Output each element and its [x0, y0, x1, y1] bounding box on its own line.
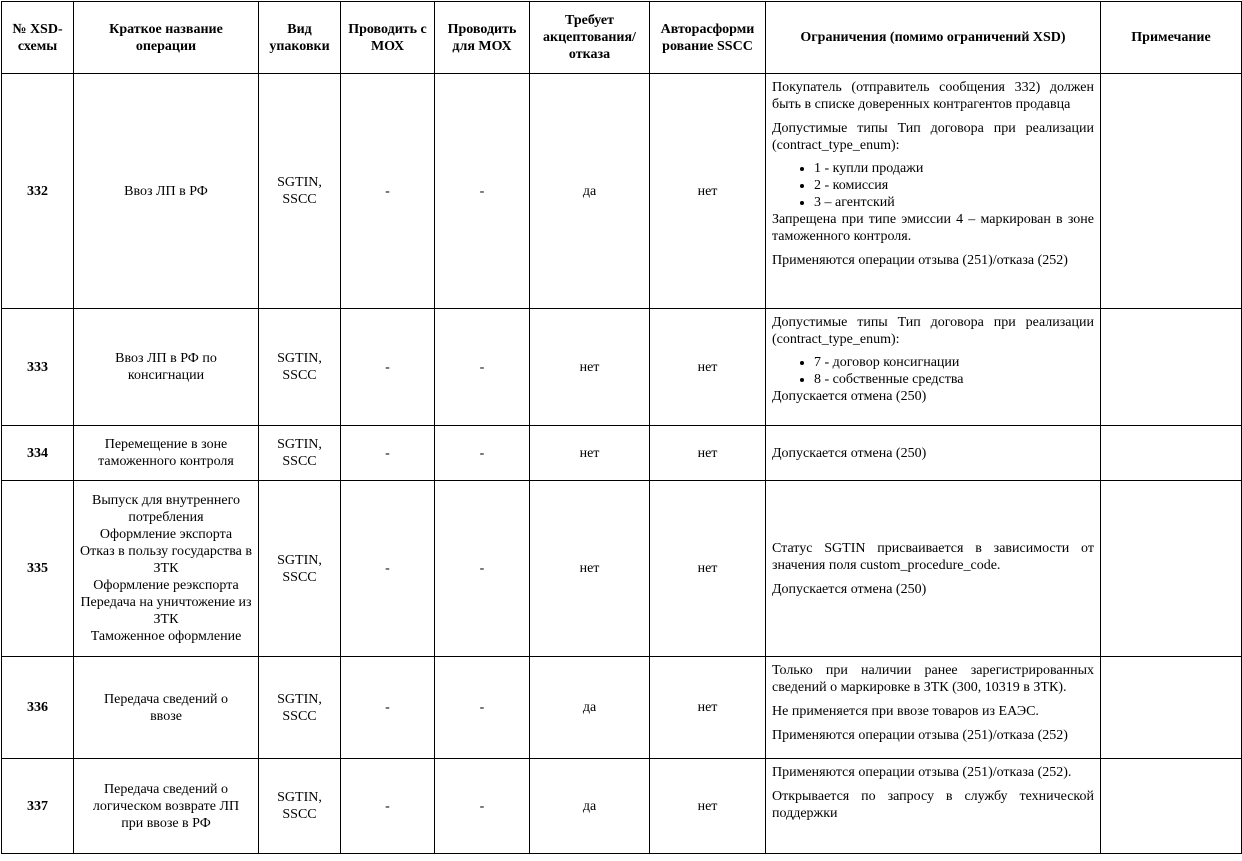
table-row-337	[2, 759, 1242, 854]
for-mox-value: -	[435, 657, 530, 759]
contract-type-list	[772, 354, 1094, 388]
list-item: • 3 – агентский	[814, 194, 1094, 211]
sscc-auto-value: нет	[650, 759, 766, 854]
note-cell	[1101, 309, 1242, 426]
operation-name-line: Отказ в пользу государства в ЗТК	[80, 544, 252, 576]
xsd-number: 335	[2, 481, 74, 657]
with-mox-value: -	[341, 309, 435, 426]
note-cell	[1101, 657, 1242, 759]
header-xsd-number: № XSD-схемы	[2, 2, 74, 74]
header-limitations: Ограничения (помимо ограничений XSD)	[766, 2, 1101, 74]
operation-name	[74, 309, 259, 426]
acceptance-value: нет	[530, 309, 650, 426]
limitations-cell	[766, 426, 1101, 481]
acceptance-value: да	[530, 74, 650, 309]
operation-name-line: Оформление реэкспорта	[93, 578, 239, 593]
header-row	[2, 2, 1242, 74]
limitation-text: Запрещена при типе эмиссии 4 – маркирован в зоне таможенного контроля.	[772, 212, 1094, 244]
header-operation-name: Краткое название операции	[74, 2, 259, 74]
operation-name-line: Перемещение в зоне	[104, 437, 228, 452]
with-mox-value: -	[341, 74, 435, 309]
sscc-auto-value: нет	[650, 481, 766, 657]
operation-name	[74, 426, 259, 481]
header-package-type: Вид упаковки	[259, 2, 341, 74]
operation-name	[74, 759, 259, 854]
header-for-mox: Проводить для МОХ	[435, 2, 530, 74]
package-type: SGTIN, SSCC	[259, 481, 341, 657]
limitation-text: Допускается отмена (250)	[772, 389, 927, 404]
table-row-335	[2, 481, 1242, 657]
limitations-cell	[766, 759, 1101, 854]
header-sscc-auto: Авторасформи рование SSCC	[650, 2, 766, 74]
limitations-cell	[766, 309, 1101, 426]
operation-name-line: Выпуск для внутреннего потребления	[92, 493, 240, 525]
limitations-cell	[766, 74, 1101, 309]
limitation-text: Допустимые типы Тип договора при реализации (contract_type_enum):	[772, 315, 1094, 347]
limitation-text: Допустимые типы Тип договора при реализации (contract_type_enum):	[772, 121, 1094, 153]
xsd-number: 337	[2, 759, 74, 854]
sscc-auto-value: нет	[650, 74, 766, 309]
list-item: • 8 - собственные средства	[814, 371, 1094, 388]
limitation-text: Покупатель (отправитель сообщения 332) должен быть в списке доверенных контрагентов продавца	[772, 80, 1094, 112]
table-row-336	[2, 657, 1242, 759]
limitation-text: Только при наличии ранее зарегистрированных сведений о маркировке в ЗТК (300, 10319 в ЗТК).	[772, 663, 1094, 695]
package-type: SGTIN, SSCC	[259, 657, 341, 759]
acceptance-value: нет	[530, 426, 650, 481]
acceptance-value: да	[530, 759, 650, 854]
header-acceptance: Требует акцептования/ отказа	[530, 2, 650, 74]
operation-name-line: Ввоз ЛП в РФ	[124, 183, 208, 199]
acceptance-value: нет	[530, 481, 650, 657]
limitations-cell	[766, 481, 1101, 657]
xsd-number: 332	[2, 74, 74, 309]
for-mox-value: -	[435, 309, 530, 426]
note-cell	[1101, 74, 1242, 309]
operation-name-line: Оформление экспорта	[99, 527, 233, 542]
note-cell	[1101, 759, 1242, 854]
package-type: SGTIN, SSCC	[259, 309, 341, 426]
operation-name-line: Передача сведений о	[104, 781, 228, 797]
sscc-auto-value: нет	[650, 657, 766, 759]
sscc-auto-value: нет	[650, 426, 766, 481]
operation-name	[74, 481, 259, 657]
xsd-number: 333	[2, 309, 74, 426]
for-mox-value: -	[435, 759, 530, 854]
operation-name	[74, 657, 259, 759]
operation-name-line: Передача сведений о	[104, 691, 228, 707]
contract-type-list	[772, 160, 1094, 211]
xsd-number: 336	[2, 657, 74, 759]
operations-table	[1, 1, 1242, 854]
xsd-number: 334	[2, 426, 74, 481]
for-mox-value: -	[435, 426, 530, 481]
operation-name-line: логическом возврате ЛП	[92, 798, 240, 814]
operation-name-line: Ввоз ЛП в РФ по	[115, 351, 217, 366]
table-row-333	[2, 309, 1242, 426]
operation-name-line: консигнации	[127, 368, 205, 383]
package-type: SGTIN, SSCC	[259, 426, 341, 481]
limitation-text: Допускается отмена (250)	[772, 582, 927, 597]
limitation-text: Открывается по запросу в службу технической поддержки	[772, 789, 1094, 821]
limitation-text: Не применяется при ввозе товаров из ЕАЭС.	[772, 704, 1039, 719]
with-mox-value: -	[341, 426, 435, 481]
with-mox-value: -	[341, 759, 435, 854]
operation-name-line: Таможенное оформление	[90, 629, 242, 644]
with-mox-value: -	[341, 657, 435, 759]
package-type: SGTIN, SSCC	[259, 74, 341, 309]
package-type: SGTIN, SSCC	[259, 759, 341, 854]
sscc-auto-value: нет	[650, 309, 766, 426]
note-cell	[1101, 426, 1242, 481]
operation-name	[74, 74, 259, 309]
header-with-mox: Проводить с МОХ	[341, 2, 435, 74]
limitation-text: Допускается отмена (250)	[772, 446, 927, 461]
operation-name-line: таможенного контроля	[98, 454, 234, 469]
table-row-332	[2, 74, 1242, 309]
limitation-text: Применяются операции отзыва (251)/отказа (252).	[772, 765, 1072, 780]
header-note: Примечание	[1101, 2, 1242, 74]
with-mox-value: -	[341, 481, 435, 657]
note-cell	[1101, 481, 1242, 657]
list-item: • 7 - договор консигнации	[814, 354, 1094, 371]
list-item: • 1 - купли продажи	[814, 160, 1094, 177]
operation-name-line: Передача на уничтожение из ЗТК	[80, 595, 252, 627]
limitation-text: Применяются операции отзыва (251)/отказа (252)	[772, 728, 1068, 743]
limitation-text: Статус SGTIN присваивается в зависимости от значения поля custom_procedure_code.	[772, 541, 1094, 573]
operation-name-line: ввозе	[150, 708, 182, 724]
table-row-334	[2, 426, 1242, 481]
for-mox-value: -	[435, 74, 530, 309]
list-item: • 2 - комиссия	[814, 177, 1094, 194]
limitation-text: Применяются операции отзыва (251)/отказа (252)	[772, 253, 1068, 268]
limitations-cell	[766, 657, 1101, 759]
operation-name-line: при ввозе в РФ	[121, 815, 211, 831]
for-mox-value: -	[435, 481, 530, 657]
acceptance-value: да	[530, 657, 650, 759]
